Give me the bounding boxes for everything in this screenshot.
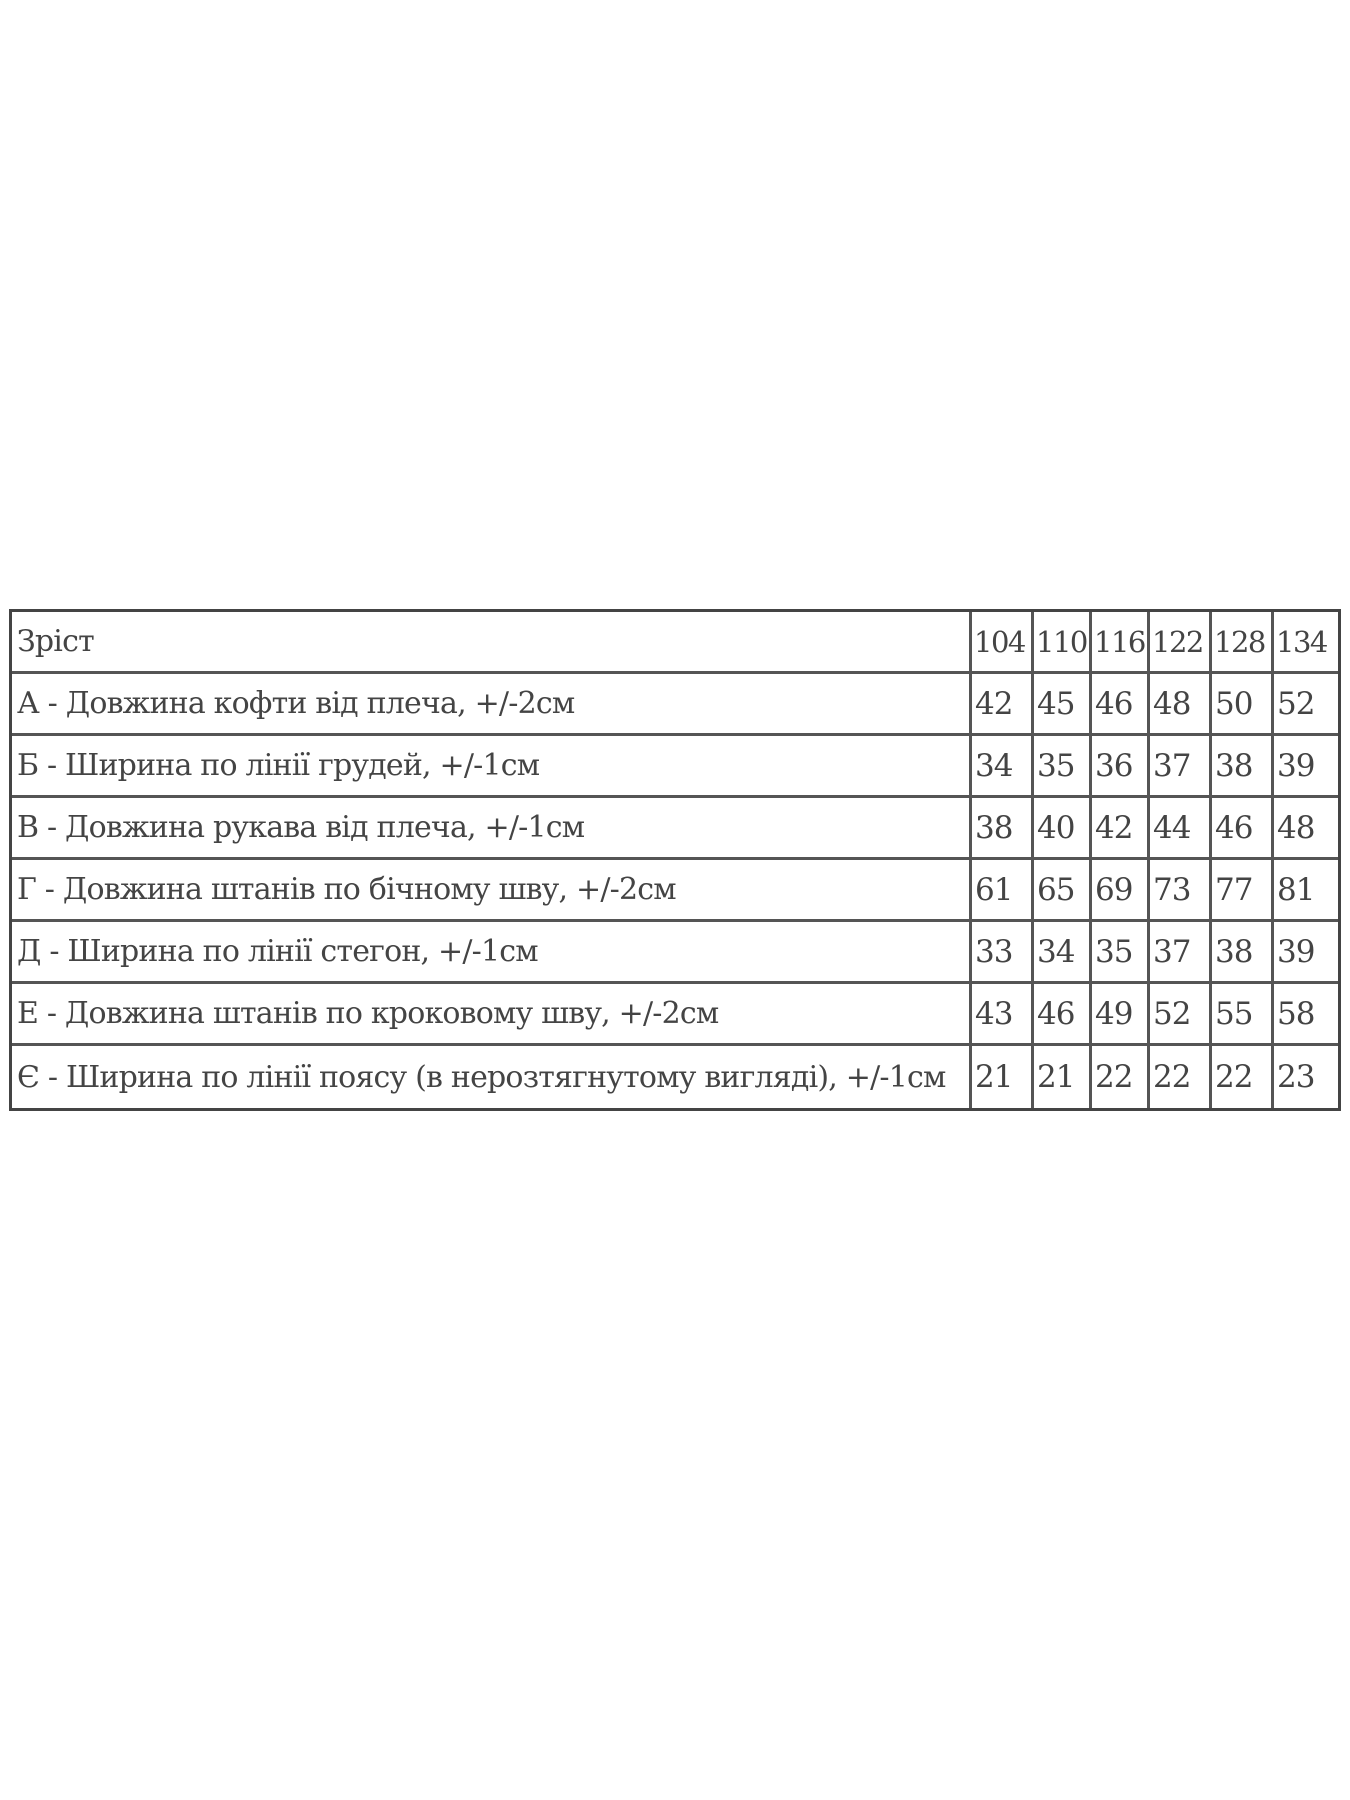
row-label: Б - Ширина по лінії грудей, +/-1см <box>12 736 972 798</box>
table-cell: 55 <box>1212 984 1274 1046</box>
table-cell: 52 <box>1150 984 1212 1046</box>
table-cell: 40 <box>1034 798 1092 860</box>
row-label: Е - Довжина штанів по кроковому шву, +/-2см <box>12 984 972 1046</box>
table-cell: 48 <box>1150 674 1212 736</box>
table-cell: 39 <box>1274 922 1338 984</box>
table-cell: 22 <box>1212 1046 1274 1108</box>
table-cell: 42 <box>972 674 1034 736</box>
table-cell: 38 <box>972 798 1034 860</box>
table-cell: 35 <box>1092 922 1150 984</box>
table-cell: 49 <box>1092 984 1150 1046</box>
table-cell: 46 <box>1034 984 1092 1046</box>
table-cell: 61 <box>972 860 1034 922</box>
table-cell: 46 <box>1092 674 1150 736</box>
row-label: Д - Ширина по лінії стегон, +/-1см <box>12 922 972 984</box>
table-row <box>12 798 1338 860</box>
table-cell: 58 <box>1274 984 1338 1046</box>
row-label: А - Довжина кофти від плеча, +/-2см <box>12 674 972 736</box>
table-cell: 22 <box>1092 1046 1150 1108</box>
row-label: Є - Ширина по лінії поясу (в нерозтягнутому вигляді), +/-1см <box>12 1046 972 1108</box>
table-row <box>12 674 1338 736</box>
table-row <box>12 1046 1338 1108</box>
table-cell: 50 <box>1212 674 1274 736</box>
table-cell: 69 <box>1092 860 1150 922</box>
table-cell: 34 <box>972 736 1034 798</box>
header-label: Зріст <box>12 612 972 674</box>
table-cell: 52 <box>1274 674 1338 736</box>
table-cell: 22 <box>1150 1046 1212 1108</box>
size-header: 122 <box>1150 612 1212 674</box>
row-label: Г - Довжина штанів по бічному шву, +/-2см <box>12 860 972 922</box>
table-cell: 37 <box>1150 736 1212 798</box>
table-header-row <box>12 612 1338 674</box>
table-cell: 34 <box>1034 922 1092 984</box>
table-cell: 21 <box>1034 1046 1092 1108</box>
size-chart-table <box>9 609 1341 1111</box>
table-cell: 39 <box>1274 736 1338 798</box>
table-cell: 46 <box>1212 798 1274 860</box>
table-cell: 38 <box>1212 922 1274 984</box>
table-cell: 23 <box>1277 1059 1315 1095</box>
table-cell: 37 <box>1150 922 1212 984</box>
table-cell: 21 <box>972 1046 1034 1108</box>
table-cell: 44 <box>1150 798 1212 860</box>
table-cell: 42 <box>1092 798 1150 860</box>
table-cell: 65 <box>1034 860 1092 922</box>
size-header: 116 <box>1092 612 1150 674</box>
table-cell: 33 <box>972 922 1034 984</box>
size-header: 134 <box>1274 612 1338 674</box>
table-cell: 45 <box>1034 674 1092 736</box>
table-cell: 77 <box>1212 860 1274 922</box>
table-row <box>12 736 1338 798</box>
table-cell: 35 <box>1034 736 1092 798</box>
table-row <box>12 860 1338 922</box>
size-header: 110 <box>1034 612 1092 674</box>
table-cell: 81 <box>1274 860 1338 922</box>
table-row <box>12 984 1338 1046</box>
table-row <box>12 922 1338 984</box>
table-cell: 43 <box>972 984 1034 1046</box>
row-label: В - Довжина рукава від плеча, +/-1см <box>12 798 972 860</box>
table-cell: 36 <box>1092 736 1150 798</box>
table-cell: 38 <box>1212 736 1274 798</box>
size-header: 128 <box>1212 612 1274 674</box>
size-header: 104 <box>972 612 1034 674</box>
table-cell: 73 <box>1150 860 1212 922</box>
table-cell: 48 <box>1274 798 1338 860</box>
